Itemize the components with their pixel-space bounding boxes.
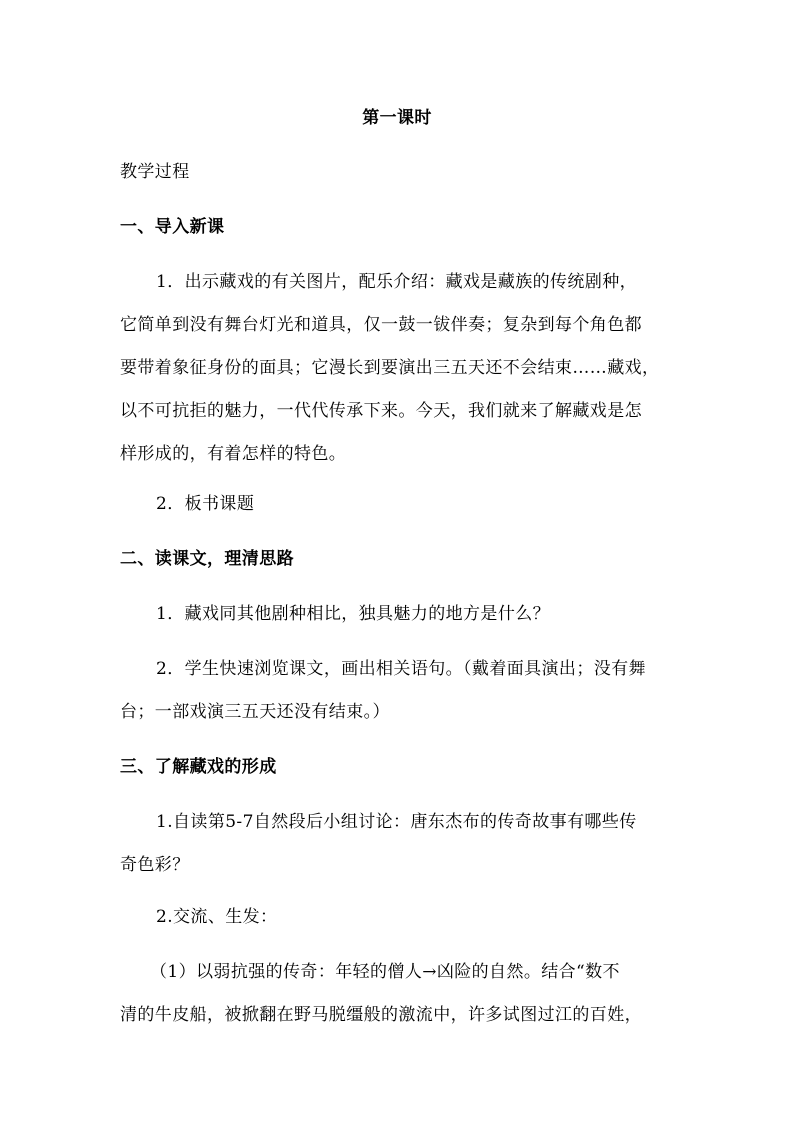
paragraph-line: （1）以弱抗强的传奇：年轻的僧人→凶险的自然。结合“数不 bbox=[150, 962, 620, 982]
section-heading-3: 三、了解藏戏的形成 bbox=[120, 757, 277, 777]
page-title: 第一课时 bbox=[362, 108, 432, 128]
paragraph-line: 要带着象征身份的面具；它漫长到要演出三五天还不会结束……藏戏， bbox=[120, 358, 660, 378]
paragraph-line: 台；一部戏演三五天还没有结束。） bbox=[120, 702, 390, 722]
paragraph-line: 奇色彩？ bbox=[120, 855, 190, 875]
section-heading-1: 一、导入新课 bbox=[120, 217, 225, 237]
paragraph-line: 1．出示藏戏的有关图片，配乐介绍：藏戏是藏族的传统剧种， bbox=[156, 272, 638, 292]
paragraph-line: 2．板书课题 bbox=[156, 494, 255, 514]
paragraph-line: 清的牛皮船，被掀翻在野马脱缰般的激流中，许多试图过江的百姓， bbox=[120, 1005, 642, 1025]
paragraph-line: 2.交流、生发： bbox=[156, 907, 278, 927]
section-label: 教学过程 bbox=[120, 162, 190, 182]
paragraph-line: 2．学生快速浏览课文，画出相关语句。（戴着面具演出；没有舞 bbox=[156, 659, 646, 679]
section-heading-2: 二、读课文，理清思路 bbox=[120, 549, 294, 569]
paragraph-line: 以不可抗拒的魅力，一代代传承下来。今天，我们就来了解藏戏是怎 bbox=[120, 401, 642, 421]
paragraph-line: 1.自读第5-7自然段后小组讨论：唐东杰布的传奇故事有哪些传 bbox=[156, 812, 637, 832]
paragraph-line: 它简单到没有舞台灯光和道具，仅一鼓一钹伴奏；复杂到每个角色都 bbox=[120, 315, 642, 335]
paragraph-line: 1．藏戏同其他剧种相比，独具魅力的地方是什么？ bbox=[156, 604, 551, 624]
paragraph-line: 样形成的，有着怎样的特色。 bbox=[120, 444, 347, 464]
